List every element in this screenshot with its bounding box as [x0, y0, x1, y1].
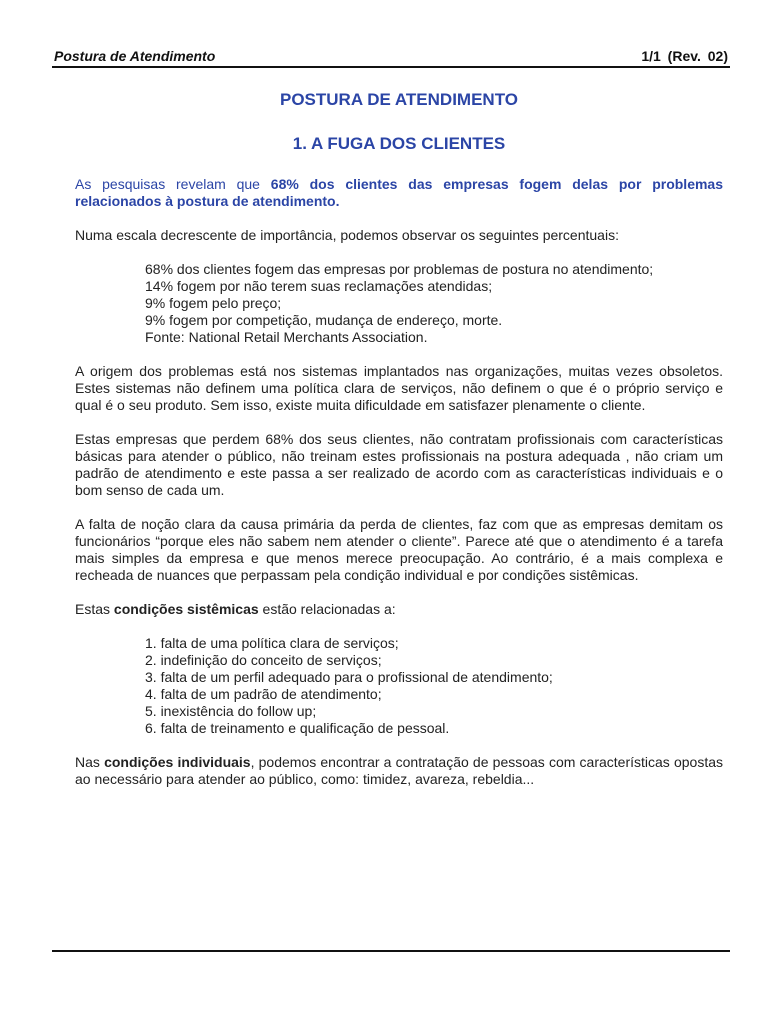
footer-rule: [52, 950, 730, 952]
individual-prefix: Nas: [75, 754, 105, 770]
intro-bold: 68% dos clientes das empresas fogem delas por problemas relacionados à postura de atendimento: [75, 176, 724, 209]
list-item: 5. inexistência do follow up;: [145, 703, 317, 719]
list-item: Fonte: National Retail Merchants Association.: [145, 329, 428, 345]
header-page-number: 1/1 (Rev. 02): [641, 48, 728, 64]
list-item: 9% fogem por competição, mudança de endereço, morte.: [145, 312, 503, 328]
list-item: 9% fogem pelo preço;: [145, 295, 282, 311]
section-title: 1. A FUGA DOS CLIENTES: [292, 134, 506, 153]
intro-plain: As pesquisas revelam que: [75, 176, 271, 192]
companies-paragraph: Estas empresas que perdem 68% dos seus clientes, não contratam profissionais com características básicas para atender o público, não treinam estes profissionais na postura adequada , não criam um padrão de atendimento e este passa a ser realizado de acordo com as características individuais e o bom senso de cada um.: [75, 431, 723, 498]
individual-bold: condições individuais: [104, 754, 251, 770]
list-item: 2. indefinição do conceito de serviços;: [145, 652, 382, 668]
intro-end: .: [335, 193, 340, 209]
document-body: [75, 90, 723, 805]
list-item: 68% dos clientes fogem das empresas por problemas de postura no atendimento;: [145, 261, 654, 277]
systemic-prefix: Estas: [75, 601, 114, 617]
percentages-list: [75, 261, 723, 346]
lack-paragraph: A falta de noção clara da causa primária da perda de clientes, faz com que as empresas demitam os funcionários “porque eles não sabem nem atender o cliente”. Parece até que o atendimento é a tarefa mais simples da empresa e que menos merece preocupação. Ao contrário, é a mais complexa e recheada de nuances que perpassam pela condição individual e por condições sistêmicas.: [75, 516, 723, 583]
page-header: [52, 42, 730, 68]
list-item: 3. falta de um perfil adequado para o profissional de atendimento;: [145, 669, 553, 685]
origin-paragraph: A origem dos problemas está nos sistemas implantados nas organizações, muitas vezes obsoletos. Estes sistemas não definem uma política clara de serviços, não definem o que é o próprio serviço e qual é o seu produto. Sem isso, existe muita dificuldade em satisfazer plenamente o cliente.: [75, 363, 723, 413]
systemic-bold: condições sistêmicas: [113, 601, 259, 617]
list-item: 14% fogem por não terem suas reclamações atendidas;: [145, 278, 493, 294]
list-item: 1. falta de uma política clara de serviços;: [145, 635, 399, 651]
intro-paragraph: [75, 176, 723, 210]
systemic-suffix: estão relacionadas a:: [258, 601, 396, 617]
main-title: POSTURA DE ATENDIMENTO: [279, 90, 518, 109]
scale-intro-paragraph: Numa escala decrescente de importância, podemos observar os seguintes percentuais:: [75, 227, 619, 243]
systemic-paragraph: [75, 601, 723, 618]
individual-suffix: , podemos encontrar a contratação de pessoas com características opostas ao necessário para atender ao público, como: timidez, avareza, rebeldia...: [75, 754, 723, 787]
list-item: 4. falta de um padrão de atendimento;: [145, 686, 382, 702]
systemic-list: [75, 635, 723, 737]
list-item: 6. falta de treinamento e qualificação de pessoal.: [145, 720, 450, 736]
header-title: Postura de Atendimento: [54, 48, 216, 64]
individual-paragraph: [75, 754, 723, 788]
